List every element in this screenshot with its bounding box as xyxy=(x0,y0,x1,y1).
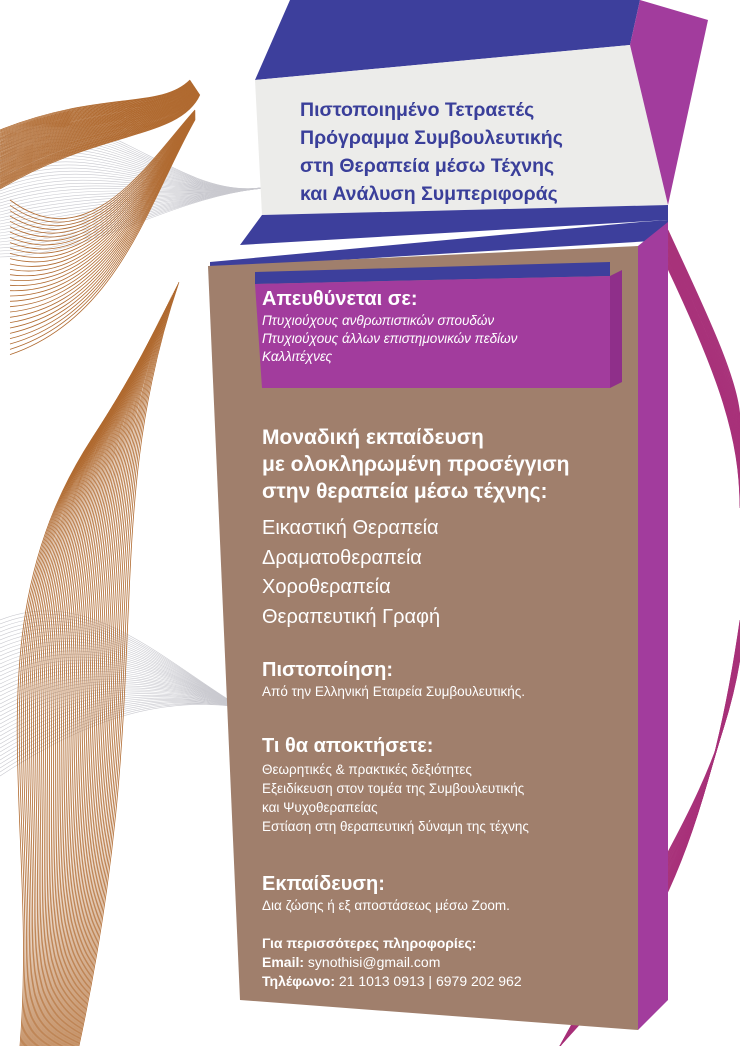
therapy-item: Θεραπευτική Γραφή xyxy=(262,605,441,628)
benefits-heading: Τι θα αποκτήσετε: xyxy=(262,735,434,757)
intro-line: με ολοκληρωμένη προσέγγιση xyxy=(262,453,570,476)
benefit-item: Εξειδίκευση στον τομέα της Συμβουλευτικής xyxy=(262,781,525,796)
intro-line: στην θεραπεία μέσω τέχνης: xyxy=(262,480,548,503)
phone-value[interactable]: 21 1013 0913 | 6979 202 962 xyxy=(338,973,522,989)
intro-section xyxy=(262,424,569,505)
phone-label: Τηλέφωνο: xyxy=(262,973,336,989)
audience-section xyxy=(262,286,612,366)
benefit-item: και Ψυχοθεραπείας xyxy=(262,800,378,815)
program-title xyxy=(300,96,640,208)
email-value[interactable]: synothisi@gmail.com xyxy=(307,954,441,970)
therapy-item: Εικαστική Θεραπεία xyxy=(262,517,439,539)
training-heading: Εκπαίδευση: xyxy=(262,873,385,895)
email-label: Email: xyxy=(262,954,305,970)
benefits-section xyxy=(262,734,529,836)
title-line: Πιστοποιημένο Τετραετές xyxy=(300,99,535,121)
intro-line: Μοναδική εκπαίδευση xyxy=(262,426,484,449)
benefit-item: Θεωρητικές & πρακτικές δεξιότητες xyxy=(262,762,472,777)
contact-section xyxy=(262,934,522,991)
therapy-item: Δραματοθεραπεία xyxy=(262,546,422,569)
certification-section xyxy=(262,658,525,701)
audience-heading: Απευθύνεται σε: xyxy=(262,288,418,310)
title-line: στη Θεραπεία μέσω Τέχνης xyxy=(300,155,555,177)
audience-item: Πτυχιούχους άλλων επιστημονικών πεδίων xyxy=(262,331,518,346)
training-section xyxy=(262,872,510,915)
therapies-list xyxy=(262,514,440,632)
copper-wave-lines xyxy=(0,80,200,1046)
certification-heading: Πιστοποίηση: xyxy=(262,659,394,681)
benefit-item: Εστίαση στη θεραπευτική δύναμη της τέχνης xyxy=(262,819,529,834)
certification-text: Από την Ελληνική Εταιρεία Συμβουλευτικής. xyxy=(262,684,526,699)
audience-item: Καλλιτέχνες xyxy=(262,349,333,364)
audience-item: Πτυχιούχους ανθρωπιστικών σπουδών xyxy=(262,313,495,328)
main-column-side xyxy=(638,222,668,1030)
title-line: και Ανάλυση Συμπεριφοράς xyxy=(300,183,558,205)
title-line: Πρόγραμμα Συμβουλευτικής xyxy=(300,127,563,149)
contact-heading: Για περισσότερες πληροφορίες: xyxy=(262,935,477,951)
training-text: Δια ζώσης ή εξ αποστάσεως μέσω Zoom. xyxy=(262,898,510,913)
therapy-item: Χοροθεραπεία xyxy=(262,576,391,598)
